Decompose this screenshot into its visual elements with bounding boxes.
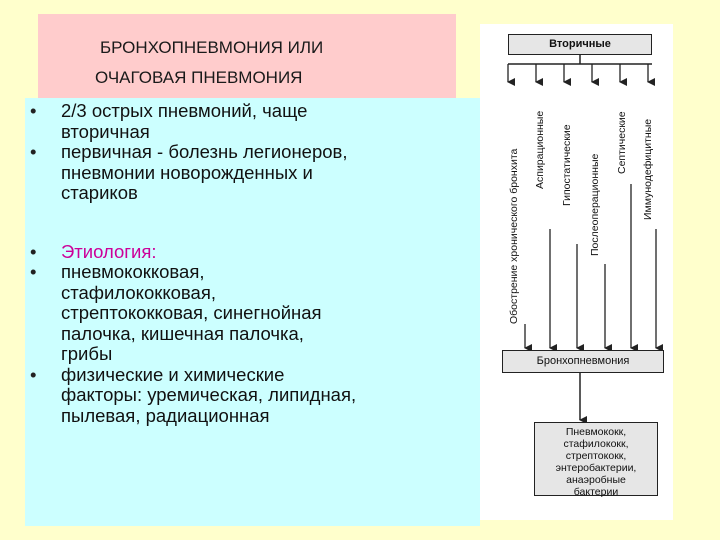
bullet-marker: • xyxy=(30,141,37,162)
bullet-marker: • xyxy=(30,363,37,385)
bullet-marker: • xyxy=(30,240,37,262)
bronchopneumonia-box: Бронхопневмония xyxy=(502,350,664,373)
pathogen-line: энтеробактерии, xyxy=(555,462,637,474)
bullet-text: 2/3 острых пневмоний, чаще вторичная xyxy=(61,100,308,142)
bullet-item-frequency xyxy=(30,101,485,142)
branch-label: Иммунодефицитные xyxy=(642,118,654,220)
pathogen-line: бактерии xyxy=(573,486,619,498)
branch-label: Септические xyxy=(616,111,628,174)
bullet-text: первичная - болезнь легионеров, пневмонии новорожденных и стариков xyxy=(61,141,348,203)
title-line-2: ОЧАГОВАЯ ПНЕВМОНИЯ xyxy=(95,68,303,87)
branch-label: Аспирационные xyxy=(534,110,546,189)
branch-label: Обострение хронического бронхита xyxy=(508,148,520,324)
pathogen-line: стафилококк, xyxy=(563,438,629,450)
bullet-item-pathogens xyxy=(30,262,485,365)
branch-label: Послеоперационные xyxy=(589,153,601,256)
bullet-item-primary xyxy=(30,142,485,204)
bullet-text: физические и химические факторы: уремическая, липидная, пылевая, радиационная xyxy=(61,363,357,426)
classification-diagram xyxy=(480,24,673,520)
pathogen-line: Пневмококк, xyxy=(565,426,627,438)
pathogen-line: анаэробные xyxy=(566,474,626,486)
pathogen-line: стрептококк, xyxy=(565,450,627,462)
bullet-text: пневмококковая, стафилококковая, стрептококковая, синегнойная палочка, кишечная палочка, грибы xyxy=(61,261,322,364)
title-line-1: БРОНХОПНЕВМОНИЯ ИЛИ xyxy=(100,38,324,57)
title-banner xyxy=(38,14,456,102)
branch-label: Гипостатические xyxy=(561,124,573,206)
bullet-item-factors xyxy=(30,365,485,427)
bullet-marker: • xyxy=(30,100,37,121)
bullet-list xyxy=(30,101,485,426)
secondary-header: Вторичные xyxy=(508,34,652,55)
bullet-marker: • xyxy=(30,261,37,282)
etiology-heading: Этиология: xyxy=(61,240,157,262)
pathogens-box xyxy=(534,422,658,496)
bullet-item-etiology xyxy=(30,242,485,263)
